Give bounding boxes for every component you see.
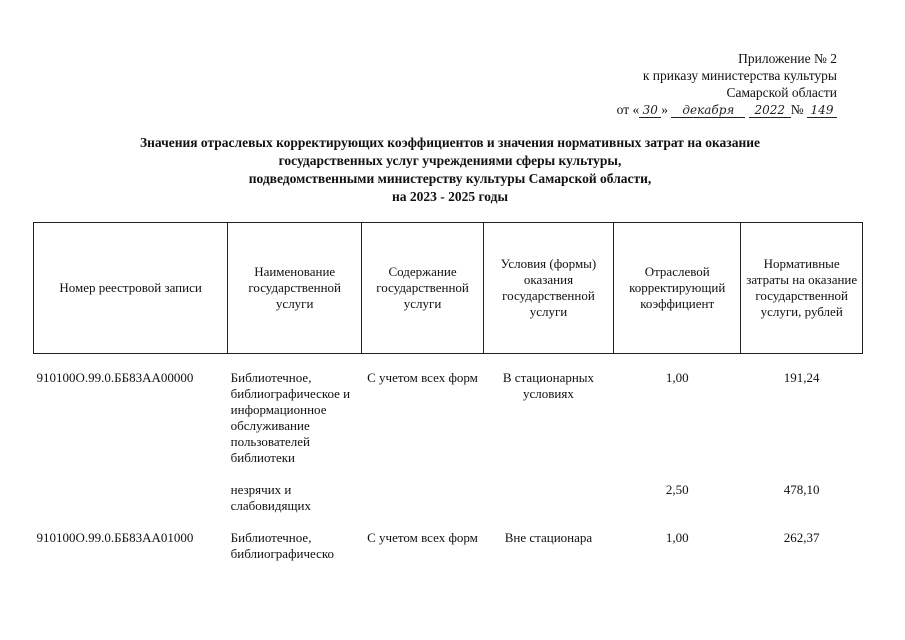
order-number: 149 bbox=[807, 104, 837, 118]
row-gap bbox=[34, 466, 863, 482]
header-registry-number: Номер реестровой записи bbox=[34, 223, 228, 354]
order-date-line bbox=[617, 101, 837, 118]
order-quote-close: » bbox=[661, 102, 668, 117]
table-header-row bbox=[34, 223, 863, 354]
registry-number-cell: 910100О.99.0.ББ83АА01000 bbox=[36, 530, 194, 545]
table-row bbox=[34, 530, 863, 562]
service-name-cell: Библиотечное, библиографическое и информационное обслуживание пользователей библиотеки bbox=[230, 370, 351, 465]
header-normative-cost: Нормативные затраты на оказание государственной услуги, рублей bbox=[741, 223, 863, 354]
header-service-content: Содержание государственной услуги bbox=[362, 223, 484, 354]
title-line-2: государственных услуг учреждениями сферы культуры, bbox=[278, 153, 622, 168]
row-gap bbox=[34, 514, 863, 530]
service-content-cell: С учетом всех форм bbox=[367, 370, 478, 385]
registry-number-cell bbox=[34, 482, 228, 514]
order-number-prefix: № bbox=[790, 102, 804, 117]
header-coefficient: Отраслевой корректирующий коэффициент bbox=[614, 223, 741, 354]
title-line-4: на 2023 - 2025 годы bbox=[391, 189, 509, 204]
appendix-title: Приложение № 2 bbox=[738, 51, 837, 66]
service-conditions-cell: Вне стационара bbox=[504, 530, 593, 545]
service-conditions-cell bbox=[483, 482, 613, 514]
title-line-3: подведомственными министерству культуры Самарской области, bbox=[248, 171, 652, 186]
header-service-conditions: Условия (формы) оказания государственной услуги bbox=[483, 223, 613, 354]
appendix-order-ref: к приказу министерства культуры bbox=[642, 68, 837, 83]
table-row bbox=[34, 370, 863, 466]
cost-cell: 262,37 bbox=[783, 530, 820, 545]
coefficient-cell: 1,00 bbox=[665, 370, 689, 385]
cost-cell: 478,10 bbox=[783, 482, 820, 497]
document-title bbox=[40, 134, 860, 206]
appendix-block bbox=[617, 50, 837, 118]
header-gap bbox=[34, 354, 863, 371]
service-name-cell: незрячих и слабовидящих bbox=[230, 482, 311, 513]
registry-number-cell: 910100О.99.0.ББ83АА00000 bbox=[36, 370, 194, 385]
service-content-cell bbox=[362, 482, 484, 514]
order-month: декабря bbox=[671, 104, 745, 118]
cost-cell: 191,24 bbox=[783, 370, 820, 385]
service-conditions-cell: В стационарных условиях bbox=[502, 370, 595, 401]
table-row bbox=[34, 482, 863, 514]
coefficient-cell: 1,00 bbox=[665, 530, 689, 545]
service-content-cell: С учетом всех форм bbox=[367, 530, 478, 545]
coefficient-cell: 2,50 bbox=[665, 482, 689, 497]
order-day: 30 bbox=[639, 104, 661, 118]
registry-table bbox=[33, 222, 863, 562]
title-line-1: Значения отраслевых корректирующих коэффициентов и значения нормативных затрат на оказание bbox=[139, 135, 761, 150]
order-from-prefix: от « bbox=[616, 102, 640, 117]
header-service-name: Наименование государственной услуги bbox=[228, 223, 362, 354]
service-name-cell: Библиотечное, библиографическо bbox=[230, 530, 335, 561]
appendix-region: Самарской области bbox=[726, 85, 837, 100]
order-year: 2022 bbox=[749, 104, 791, 118]
